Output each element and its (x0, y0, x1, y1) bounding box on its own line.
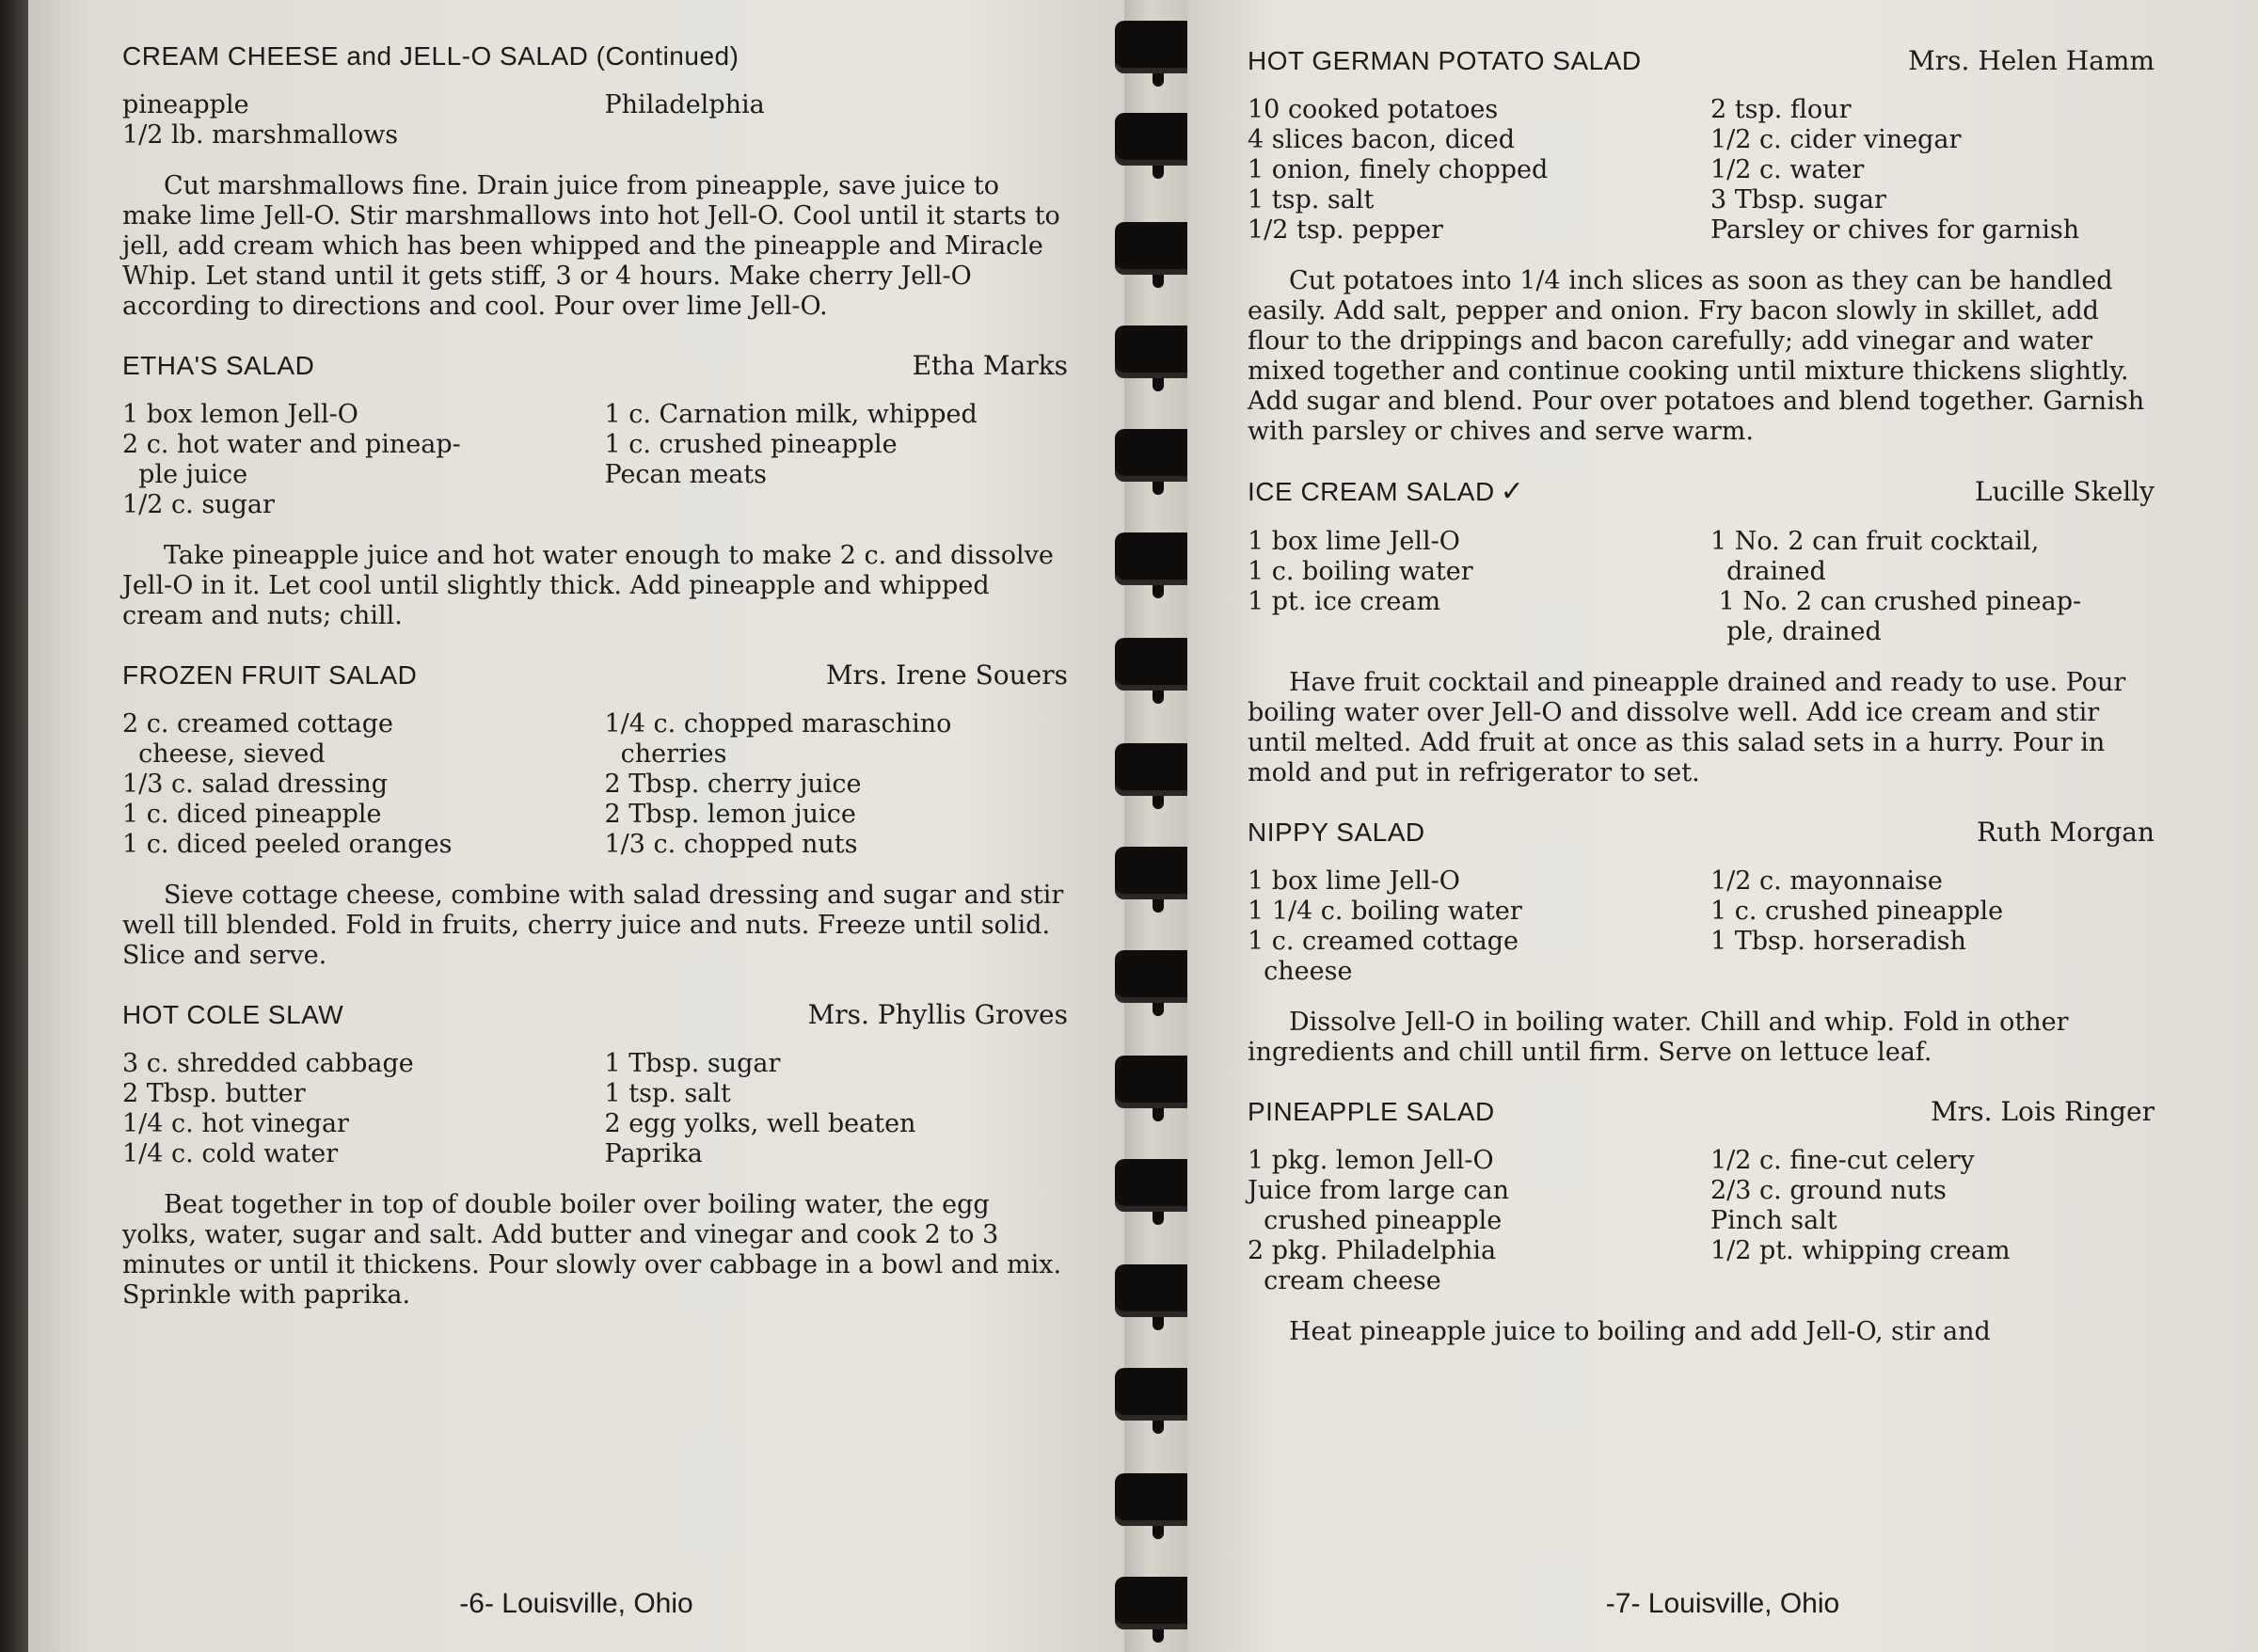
recipe-header (122, 659, 1068, 691)
ingredient-column-left (122, 90, 586, 151)
checkmark-icon: ✓ (1500, 475, 1524, 508)
recipe-header (122, 41, 1068, 71)
recipe-title-wrap (122, 660, 417, 691)
ingredient-line: 1/4 c. chopped maraschino (604, 709, 952, 739)
ingredient-line: 1 tsp. salt (604, 1079, 731, 1108)
recipe-directions: Have fruit cocktail and pineapple drained and ready to use. Pour boiling water over Jell-O and dissolve well. Add ice cream and stir until melted. Add fruit at once as this salad sets in a hurry. Pour in mold and put in refrigerator to set. (1248, 668, 2126, 787)
ingredient-line: ple, drained (1710, 617, 1882, 646)
ingredient-column-left (122, 709, 586, 860)
ingredient-list (122, 709, 1068, 860)
recipe-title: NIPPY SALAD (1248, 818, 1425, 847)
recipe-author: Ruth Morgan (1977, 817, 2155, 848)
ingredient-line: crushed pineapple (1248, 1206, 1503, 1235)
ingredient-line: cream cheese (1248, 1266, 1441, 1295)
recipe-header (1248, 475, 2155, 508)
recipe-title-wrap (1248, 475, 1524, 508)
recipe (1248, 1096, 2155, 1347)
ingredient-line: Pecan meats (604, 460, 768, 489)
ingredient-line: drained (1710, 557, 1826, 586)
ingredient-column-right (605, 1049, 1069, 1169)
ingredient-line: 1 c. boiling water (1248, 557, 1473, 586)
ingredient-line: 1 1/4 c. boiling water (1248, 897, 1522, 926)
ingredient-line: pineapple (122, 90, 249, 119)
recipe-directions: Cut marshmallows fine. Drain juice from pineapple, save juice to make lime Jell-O. Stir marshmallows into hot Jell-O. Cool until it starts to jell, add cream which has been whipped and the pineapple and Miracle Whip. Let stand until it gets stiff, 3 or 4 hours. Make cherry Jell-O according to directions and cool. Pour over lime Jell-O. (122, 171, 1060, 321)
recipe-title: PINEAPPLE SALAD (1248, 1097, 1495, 1126)
ingredient-line: ple juice (122, 460, 248, 489)
recipe-author: Etha Marks (912, 350, 1068, 381)
recipe (122, 659, 1068, 971)
ingredient-line: 1/2 c. fine-cut celery (1710, 1146, 1975, 1175)
recipe-title: ICE CREAM SALAD (1248, 477, 1495, 506)
ingredient-line: 2 c. creamed cottage (122, 709, 394, 739)
ingredient-line: 1 Tbsp. sugar (604, 1049, 781, 1078)
ingredient-column-right (605, 90, 1069, 151)
ingredient-column-right (605, 400, 1069, 520)
left-page (28, 0, 1124, 1652)
ingredient-line: 1 c. crushed pineapple (1710, 897, 2004, 926)
ingredient-line: 1 box lime Jell-O (1248, 866, 1460, 896)
ingredient-line: 1/2 c. cider vinegar (1710, 125, 1962, 154)
right-recipe-list (1248, 45, 2155, 1347)
recipe (122, 999, 1068, 1310)
ingredient-list (122, 1049, 1068, 1169)
recipe-author: Mrs. Phyllis Groves (807, 999, 1068, 1030)
ingredient-line: 1/3 c. chopped nuts (604, 830, 858, 859)
ingredient-line: 1 pt. ice cream (1248, 587, 1441, 616)
recipe-header (1248, 45, 2155, 76)
ingredient-line: 1 onion, finely chopped (1248, 155, 1549, 184)
ingredient-list (1248, 866, 2155, 987)
ingredient-line: Pinch salt (1710, 1206, 1837, 1235)
recipe-directions: Take pineapple juice and hot water enough to make 2 c. and dissolve Jell-O in it. Let cool until slightly thick. Add pineapple and whipped cream and nuts; chill. (122, 541, 1054, 630)
recipe-directions: Cut potatoes into 1/4 inch slices as soon as they can be handled easily. Add salt, pepper and onion. Fry bacon slowly in skillet, add flour to the drippings and bacon carefully; add vinegar and water mixed together and continue cooking until mixture thickens slightly. Add sugar and blend. Pour over potatoes and blend together. Garnish with parsley or chives and serve warm. (1248, 266, 2145, 446)
left-recipe-list (122, 350, 1068, 1310)
recipe-title-wrap (122, 351, 314, 381)
recipe-author: Mrs. Irene Souers (825, 659, 1068, 691)
ingredient-line: 1 c. crushed pineapple (604, 430, 898, 459)
left-edge-shadow (0, 0, 28, 1652)
ingredient-line: 1/2 tsp. pepper (1248, 215, 1443, 245)
ingredient-list (1248, 527, 2155, 647)
recipe-title-wrap (1248, 46, 1642, 76)
ingredient-line: 1/2 c. sugar (122, 490, 275, 519)
recipe-directions: Dissolve Jell-O in boiling water. Chill and whip. Fold in other ingredients and chill until firm. Serve on lettuce leaf. (1248, 1008, 2069, 1067)
recipe-header (1248, 817, 2155, 848)
ingredient-column-left (122, 400, 586, 520)
ingredient-column-right (1710, 866, 2155, 987)
ingredient-column-left (1248, 1146, 1692, 1296)
ingredient-list (122, 90, 1068, 151)
ingredient-column-left (1248, 95, 1692, 246)
recipe-header (122, 999, 1068, 1030)
recipe-directions: Sieve cottage cheese, combine with salad dressing and sugar and stir well till blended. Fold in fruits, cherry juice and nuts. Freeze until solid. Slice and serve. (122, 881, 1064, 970)
recipe-author: Lucille Skelly (1974, 476, 2155, 507)
ingredient-column-right (1710, 1146, 2155, 1296)
ingredient-line: 1/2 pt. whipping cream (1710, 1236, 2011, 1265)
page-footer-left: -6- Louisville, Ohio (459, 1588, 693, 1619)
ingredient-line: 1 c. creamed cottage (1248, 927, 1519, 956)
ingredient-line: 1 c. diced peeled oranges (122, 830, 453, 859)
recipe-header (122, 350, 1068, 381)
ingredient-line: 1 pkg. lemon Jell-O (1248, 1146, 1494, 1175)
recipe-title-wrap (122, 1000, 343, 1030)
ingredient-list (1248, 95, 2155, 246)
recipe-author: Mrs. Helen Hamm (1908, 45, 2155, 76)
ingredient-line: Philadelphia (604, 90, 765, 119)
ingredient-line: 2 egg yolks, well beaten (604, 1109, 916, 1138)
ingredient-line: 10 cooked potatoes (1248, 95, 1499, 124)
ingredient-line: 3 c. shredded cabbage (122, 1049, 414, 1078)
ingredient-line: 3 Tbsp. sugar (1710, 185, 1886, 214)
ingredient-column-left (1248, 866, 1692, 987)
recipe-author: Mrs. Lois Ringer (1931, 1096, 2155, 1127)
ingredient-line: 1/2 c. water (1710, 155, 1865, 184)
ingredient-line: 1/3 c. salad dressing (122, 770, 389, 799)
ingredient-line: cheese, sieved (122, 739, 326, 769)
recipe-title: ETHA'S SALAD (122, 351, 315, 380)
ingredient-line: 2 Tbsp. lemon juice (604, 800, 856, 829)
ingredient-column-right (605, 709, 1069, 860)
ingredient-column-right (1710, 527, 2155, 647)
recipe (1248, 817, 2155, 1068)
ingredient-line: 1 Tbsp. horseradish (1710, 927, 1966, 956)
ingredient-line: 1/2 c. mayonnaise (1710, 866, 1943, 896)
recipe-directions: Heat pineapple juice to boiling and add Jell-O, stir and (1289, 1317, 1991, 1346)
ingredient-line: Parsley or chives for garnish (1710, 215, 2080, 245)
ingredient-line: 1 box lime Jell-O (1248, 527, 1460, 556)
ingredient-line: 2 Tbsp. cherry juice (604, 770, 862, 799)
recipe (1248, 475, 2155, 788)
ingredient-line: cheese (1248, 957, 1353, 986)
recipe-directions: Beat together in top of double boiler over boiling water, the egg yolks, water, sugar and salt. Add butter and vinegar and cook 2 to 3 minutes or until it thickens. Pour slowly over cabbage in a bowl and mix. Sprinkle with paprika. (122, 1190, 1062, 1310)
ingredient-line: 4 slices bacon, diced (1248, 125, 1516, 154)
ingredient-line: 2 Tbsp. butter (122, 1079, 306, 1108)
ingredient-list (1248, 1146, 2155, 1296)
ingredient-line: 1/4 c. hot vinegar (122, 1109, 349, 1138)
ingredient-line: 2 pkg. Philadelphia (1248, 1236, 1497, 1265)
recipe-title: CREAM CHEESE and JELL-O SALAD (Continued) (122, 41, 739, 71)
ingredient-column-left (122, 1049, 586, 1169)
recipe-title: HOT GERMAN POTATO SALAD (1248, 46, 1642, 75)
ingredient-line: 2/3 c. ground nuts (1710, 1176, 1947, 1205)
ingredient-line: 2 c. hot water and pineap- (122, 430, 461, 459)
ingredient-line: 1/4 c. cold water (122, 1139, 339, 1168)
ingredient-list (122, 400, 1068, 520)
recipe-title: HOT COLE SLAW (122, 1000, 344, 1029)
recipe-title: FROZEN FRUIT SALAD (122, 660, 418, 690)
ingredient-line: cherries (604, 739, 727, 769)
ingredient-line: Juice from large can (1248, 1176, 1509, 1205)
ingredient-line: 1 box lemon Jell-O (122, 400, 358, 429)
ingredient-line: 1 No. 2 can crushed pineap- (1710, 587, 2082, 616)
recipe (122, 350, 1068, 631)
ingredient-line: 1 c. diced pineapple (122, 800, 382, 829)
ingredient-line: 2 tsp. flour (1710, 95, 1852, 124)
page-footer-right: -7- Louisville, Ohio (1605, 1588, 1840, 1619)
recipe (1248, 45, 2155, 447)
recipe-cream-cheese-continued (122, 41, 1068, 322)
ingredient-line: 1 No. 2 can fruit cocktail, (1710, 527, 2040, 556)
recipe-header (1248, 1096, 2155, 1127)
recipe-title-wrap (1248, 1097, 1495, 1127)
ingredient-column-left (1248, 527, 1692, 647)
right-page (1187, 0, 2258, 1652)
ingredient-line: 1 c. Carnation milk, whipped (604, 400, 978, 429)
ingredient-column-right (1710, 95, 2155, 246)
ingredient-line: Paprika (604, 1139, 703, 1168)
ingredient-line: 1/2 lb. marshmallows (122, 120, 399, 150)
ingredient-line: 1 tsp. salt (1248, 185, 1375, 214)
recipe-title-wrap (1248, 818, 1425, 848)
